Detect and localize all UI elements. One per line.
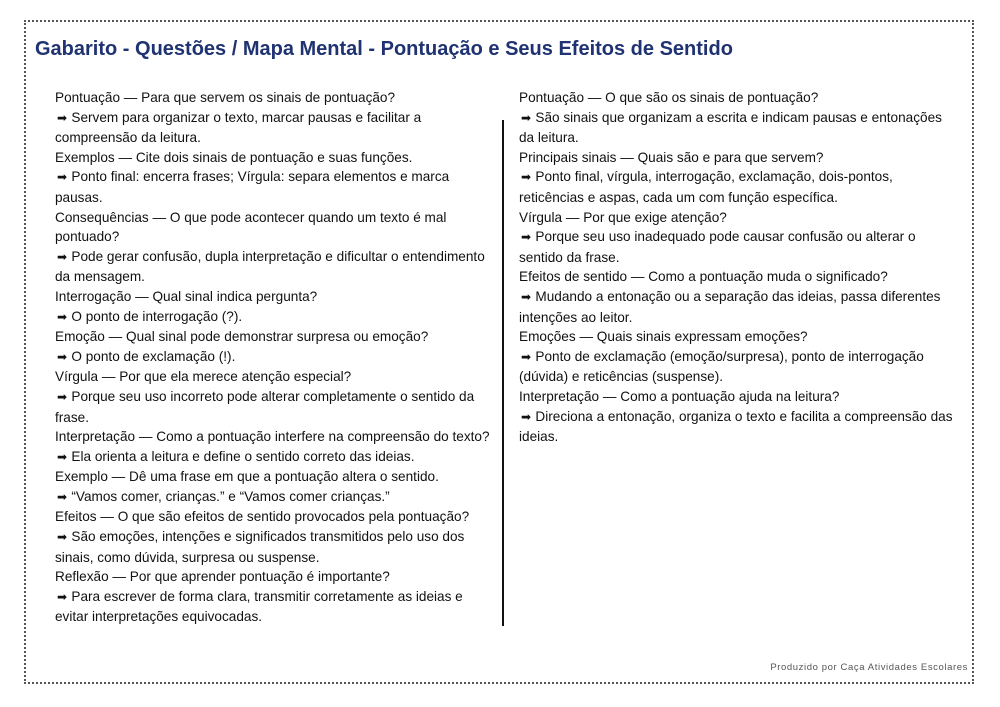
answer-text: Para escrever de forma clara, transmitir corretamente as ideias e evitar interpretações equivocadas. [55, 588, 463, 625]
page-title: Gabarito - Questões / Mapa Mental - Pontuação e Seus Efeitos de Sentido [35, 38, 733, 60]
question-text: Exemplos — Cite dois sinais de pontuação e suas funções. [55, 149, 413, 165]
answer-text: Ela orienta a leitura e define o sentido correto das ideias. [71, 448, 415, 464]
question-text: Principais sinais — Quais são e para que servem? [519, 149, 824, 165]
answer-text: Ponto final, vírgula, interrogação, exclamação, dois-pontos, reticências e aspas, cada um com função específica. [519, 169, 893, 205]
right-arrow-icon: ➡ [521, 110, 535, 125]
answer-item [519, 287, 959, 327]
question-text: Vírgula — Por que ela merece atenção especial? [55, 369, 352, 385]
question-text: Pontuação — O que são os sinais de pontuação? [519, 90, 819, 105]
answer-text: Porque seu uso incorreto pode alterar completamente o sentido da frase. [55, 388, 475, 425]
right-arrow-icon: ➡ [521, 409, 535, 424]
credit-footer: Produzido por Caça Atividades Escolares [770, 662, 968, 673]
question-text: Emoção — Qual sinal pode demonstrar surpresa ou emoção? [55, 329, 429, 345]
answer-text: Mudando a entonação ou a separação das ideias, passa diferentes intenções ao leitor. [519, 288, 941, 325]
question-text: Vírgula — Por que exige atenção? [519, 209, 727, 225]
question-text: Efeitos — O que são efeitos de sentido provocados pela pontuação? [55, 509, 470, 525]
right-arrow-icon: ➡ [57, 249, 71, 264]
right-arrow-icon: ➡ [57, 349, 71, 364]
right-arrow-icon: ➡ [57, 449, 71, 464]
question-text: Exemplo — Dê uma frase em que a pontuação altera o sentido. [55, 469, 439, 485]
question-text: Emoções — Quais sinais expressam emoções? [519, 329, 808, 345]
right-arrow-icon: ➡ [57, 309, 71, 324]
answer-text: “Vamos comer, crianças.” e “Vamos comer crianças.” [71, 488, 390, 504]
right-arrow-icon: ➡ [521, 170, 535, 185]
right-arrow-icon: ➡ [57, 489, 71, 504]
question-text: Interpretação — Como a pontuação ajuda na leitura? [519, 388, 840, 404]
answer-item [55, 307, 495, 328]
answer-text: Pode gerar confusão, dupla interpretação e dificultar o entendimento da mensagem. [55, 248, 485, 285]
right-arrow-icon: ➡ [57, 110, 71, 125]
question-text: Efeitos de sentido — Como a pontuação muda o significado? [519, 269, 888, 285]
answer-item [519, 167, 959, 207]
answer-text: São sinais que organizam a escrita e indicam pausas e entonações da leitura. [519, 109, 942, 146]
answer-text: Direciona a entonação, organiza o texto e facilita a compreensão das ideias. [519, 408, 953, 445]
answer-text: Ponto final: encerra frases; Vírgula: separa elementos e marca pausas. [55, 169, 450, 205]
right-arrow-icon: ➡ [521, 349, 535, 364]
right-arrow-icon: ➡ [57, 589, 71, 604]
left-column [55, 88, 495, 627]
answer-text: O ponto de exclamação (!). [71, 348, 236, 364]
question-text: Pontuação — Para que servem os sinais de pontuação? [55, 90, 396, 105]
answer-text: Porque seu uso inadequado pode causar confusão ou alterar o sentido da frase. [519, 229, 916, 265]
right-arrow-icon: ➡ [57, 170, 71, 185]
answer-text: O ponto de interrogação (?). [71, 308, 243, 324]
answer-item [55, 347, 495, 368]
answer-item [55, 387, 495, 427]
question-text: Reflexão — Por que aprender pontuação é importante? [55, 569, 390, 585]
question-text: Interrogação — Qual sinal indica pergunta? [55, 288, 318, 304]
right-arrow-icon: ➡ [57, 530, 71, 545]
answer-item [519, 108, 959, 148]
answer-item [55, 247, 495, 287]
question-text: Interpretação — Como a pontuação interfere na compreensão do texto? [55, 429, 490, 445]
column-divider [502, 120, 504, 626]
answer-item [55, 108, 495, 148]
answer-item [519, 407, 959, 447]
answer-item [55, 527, 495, 567]
answer-item [55, 587, 495, 627]
answer-text: São emoções, intenções e significados transmitidos pelo uso dos sinais, como dúvida, surpresa ou suspense. [55, 529, 465, 565]
right-arrow-icon: ➡ [57, 389, 71, 404]
right-column [519, 88, 959, 447]
answer-text: Servem para organizar o texto, marcar pausas e facilitar a compreensão da leitura. [55, 109, 422, 146]
answer-item [519, 227, 959, 267]
answer-text: Ponto de exclamação (emoção/surpresa), ponto de interrogação (dúvida) e reticências (suspense). [519, 348, 924, 385]
answer-item [55, 447, 495, 468]
right-arrow-icon: ➡ [521, 289, 535, 304]
question-text: Consequências — O que pode acontecer quando um texto é mal pontuado? [55, 209, 447, 245]
answer-item [55, 167, 495, 207]
right-arrow-icon: ➡ [521, 230, 535, 245]
answer-item [519, 347, 959, 387]
answer-item [55, 487, 495, 508]
